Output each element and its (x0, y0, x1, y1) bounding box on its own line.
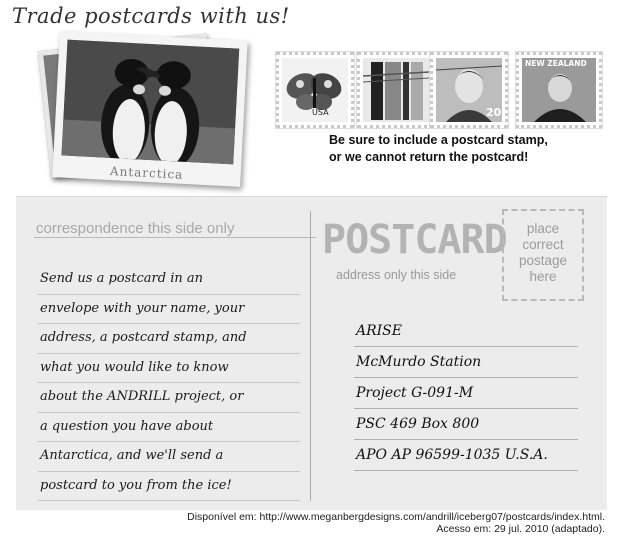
stamp-country: NEW ZEALAND (525, 59, 587, 68)
address-block (354, 316, 578, 471)
stamp-box-line3: postage (518, 253, 568, 268)
postcard-title: POSTCARD (322, 217, 507, 263)
antarctica-photo (52, 31, 247, 187)
message-line: a question you have about (38, 413, 300, 443)
message-line: Send us a postcard in an (38, 265, 300, 295)
source-credit (187, 511, 605, 535)
postcard (16, 196, 607, 510)
postcard-divider (310, 211, 311, 501)
message-line: about the ANDRILL project, or (38, 383, 300, 413)
stamp-note-line1: Be sure to include a postcard stamp, (329, 133, 548, 147)
message (38, 265, 300, 501)
headline: Trade postcards with us! (12, 4, 290, 28)
stamp-value: 20 (486, 106, 502, 119)
penguins-image (61, 40, 239, 165)
message-line: Antarctica, and we'll send a (38, 442, 300, 472)
correspondence-label: correspondence this side only (36, 220, 235, 237)
address-line: APO AP 96599-1035 U.S.A. (354, 440, 578, 471)
address-line: McMurdo Station (354, 347, 578, 378)
stamp-new-zealand (516, 52, 602, 128)
photo-caption: Antarctica (109, 164, 184, 182)
stamp-note (329, 132, 569, 166)
stamp-portrait (430, 52, 508, 128)
address-line: ARISE (354, 316, 578, 347)
address-line: Project G-091-M (354, 378, 578, 409)
penguins-icon (61, 40, 239, 165)
stamp-stripes (357, 52, 435, 128)
stamp-country: USA (312, 108, 329, 117)
stamp-placeholder-box (502, 209, 584, 301)
stamp-box-line4: here (529, 269, 557, 284)
credit-line1: Disponível em: http://www.meganbergdesigns.com/andrill/iceberg07/postcards/index.html. (187, 511, 605, 523)
message-line: address, a postcard stamp, and (38, 324, 300, 354)
stamp-note-line2: or we cannot return the postcard! (329, 150, 529, 164)
stripes-icon (363, 58, 429, 122)
stamp-butterfly (276, 52, 354, 128)
stamp-box-line1: place (526, 221, 560, 236)
correspondence-rule (34, 237, 316, 238)
message-line: what you would like to know (38, 354, 300, 384)
stamp-box-line2: correct (522, 237, 564, 252)
message-line: envelope with your name, your (38, 295, 300, 325)
address-line: PSC 469 Box 800 (354, 409, 578, 440)
address-label: address only this side (336, 268, 457, 282)
message-line: postcard to you from the ice! (38, 472, 300, 502)
credit-line2: Acesso em: 29 jul. 2010 (adaptado). (436, 523, 605, 535)
